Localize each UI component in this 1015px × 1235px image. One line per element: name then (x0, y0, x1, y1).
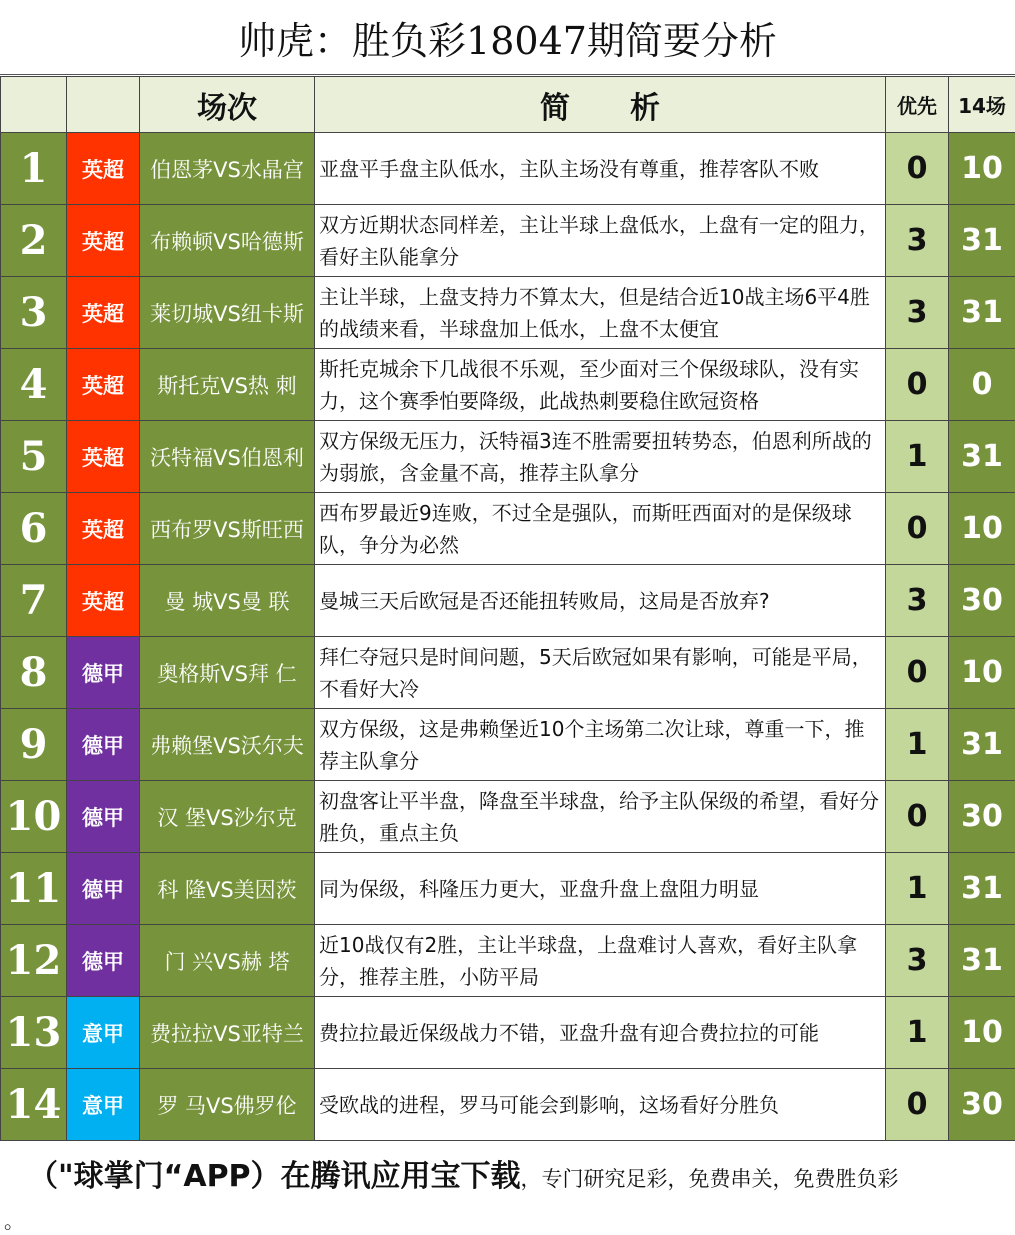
footer-line (28, 1151, 899, 1195)
footer-tail: 。 (4, 1209, 24, 1233)
table-row (1, 565, 1015, 637)
first-pick: 0 (886, 133, 949, 205)
match-analysis: 费拉拉最近保级战力不错，亚盘升盘有迎合费拉拉的可能 (315, 997, 886, 1069)
first-pick: 1 (886, 997, 949, 1069)
match-teams: 罗 马VS佛罗伦 (140, 1069, 315, 1141)
match-teams: 门 兴VS赫 塔 (140, 925, 315, 997)
fourteen-pick: 10 (949, 997, 1015, 1069)
first-pick: 0 (886, 493, 949, 565)
match-teams: 西布罗VS斯旺西 (140, 493, 315, 565)
fourteen-pick: 31 (949, 205, 1015, 277)
header-first: 优先 (886, 77, 949, 133)
table-row (1, 277, 1015, 349)
match-teams: 莱切城VS纽卡斯 (140, 277, 315, 349)
league-badge: 英超 (67, 277, 140, 349)
match-teams: 沃特福VS伯恩利 (140, 421, 315, 493)
first-pick: 3 (886, 925, 949, 997)
league-badge: 意甲 (67, 997, 140, 1069)
match-number: 7 (1, 565, 67, 637)
match-analysis: 双方保级，这是弗赖堡近10个主场第二次让球，尊重一下，推荐主队拿分 (315, 709, 886, 781)
league-badge: 英超 (67, 493, 140, 565)
match-number: 8 (1, 637, 67, 709)
fourteen-pick: 31 (949, 277, 1015, 349)
match-teams: 弗赖堡VS沃尔夫 (140, 709, 315, 781)
match-analysis: 双方近期状态同样差，主让半球上盘低水，上盘有一定的阻力，看好主队能拿分 (315, 205, 886, 277)
header-num (1, 77, 67, 133)
match-analysis: 西布罗最近9连败，不过全是强队，而斯旺西面对的是保级球队，争分为必然 (315, 493, 886, 565)
league-badge: 英超 (67, 565, 140, 637)
table-row (1, 421, 1015, 493)
league-badge: 德甲 (67, 781, 140, 853)
match-number: 9 (1, 709, 67, 781)
match-teams: 费拉拉VS亚特兰 (140, 997, 315, 1069)
first-pick: 3 (886, 277, 949, 349)
match-number: 13 (1, 997, 67, 1069)
footer-description: ，专门研究足彩，免费串关，免费胜负彩 (520, 1167, 899, 1191)
match-number: 14 (1, 1069, 67, 1141)
match-analysis: 初盘客让平半盘，降盘至半球盘，给予主队保级的希望，看好分胜负，重点主负 (315, 781, 886, 853)
table-row (1, 853, 1015, 925)
fourteen-pick: 31 (949, 853, 1015, 925)
fourteen-pick: 31 (949, 709, 1015, 781)
analysis-table (0, 76, 1015, 1141)
league-badge: 德甲 (67, 853, 140, 925)
header-analysis: 简 析 (315, 77, 886, 133)
league-badge: 德甲 (67, 637, 140, 709)
first-pick: 3 (886, 565, 949, 637)
match-teams: 奥格斯VS拜 仁 (140, 637, 315, 709)
first-pick: 0 (886, 637, 949, 709)
table-row (1, 493, 1015, 565)
table-row (1, 925, 1015, 997)
header-league (67, 77, 140, 133)
match-teams: 布赖顿VS哈德斯 (140, 205, 315, 277)
match-number: 2 (1, 205, 67, 277)
table-row (1, 709, 1015, 781)
match-teams: 斯托克VS热 刺 (140, 349, 315, 421)
match-analysis: 双方保级无压力，沃特福3连不胜需要扭转势态，伯恩利所战的为弱旅，含金量不高，推荐主队拿分 (315, 421, 886, 493)
first-pick: 1 (886, 421, 949, 493)
fourteen-pick: 30 (949, 1069, 1015, 1141)
fourteen-pick: 10 (949, 493, 1015, 565)
match-analysis: 亚盘平手盘主队低水，主队主场没有尊重，推荐客队不败 (315, 133, 886, 205)
footer (0, 1143, 1015, 1235)
league-badge: 德甲 (67, 925, 140, 997)
league-badge: 英超 (67, 421, 140, 493)
league-badge: 德甲 (67, 709, 140, 781)
fourteen-pick: 10 (949, 637, 1015, 709)
league-badge: 意甲 (67, 1069, 140, 1141)
first-pick: 1 (886, 709, 949, 781)
match-number: 3 (1, 277, 67, 349)
first-pick: 0 (886, 1069, 949, 1141)
page-title: 帅虎：胜负彩18047期简要分析 (0, 0, 1015, 75)
match-number: 10 (1, 781, 67, 853)
match-analysis: 主让半球，上盘支持力不算太大，但是结合近10战主场6平4胜的战绩来看，半球盘加上低水，上盘不太便宜 (315, 277, 886, 349)
match-number: 5 (1, 421, 67, 493)
first-pick: 0 (886, 349, 949, 421)
fourteen-pick: 31 (949, 925, 1015, 997)
header-fourteen: 14场 (949, 77, 1015, 133)
match-teams: 曼 城VS曼 联 (140, 565, 315, 637)
match-teams: 汉 堡VS沙尔克 (140, 781, 315, 853)
fourteen-pick: 0 (949, 349, 1015, 421)
match-analysis: 斯托克城余下几战很不乐观，至少面对三个保级球队，没有实力，这个赛季怕要降级，此战热刺要稳住欧冠资格 (315, 349, 886, 421)
table-row (1, 133, 1015, 205)
league-badge: 英超 (67, 205, 140, 277)
league-badge: 英超 (67, 133, 140, 205)
match-analysis: 受欧战的进程，罗马可能会到影响，这场看好分胜负 (315, 1069, 886, 1141)
first-pick: 0 (886, 781, 949, 853)
first-pick: 1 (886, 853, 949, 925)
footer-app-download: （"球掌门“APP）在腾讯应用宝下载 (28, 1159, 521, 1194)
first-pick: 3 (886, 205, 949, 277)
match-analysis: 拜仁夺冠只是时间问题，5天后欧冠如果有影响，可能是平局，不看好大冷 (315, 637, 886, 709)
match-number: 11 (1, 853, 67, 925)
table-row (1, 637, 1015, 709)
table-row (1, 997, 1015, 1069)
fourteen-pick: 31 (949, 421, 1015, 493)
match-number: 1 (1, 133, 67, 205)
table-row (1, 1069, 1015, 1141)
match-analysis: 近10战仅有2胜，主让半球盘，上盘难讨人喜欢，看好主队拿分，推荐主胜，小防平局 (315, 925, 886, 997)
table-header-row (1, 77, 1015, 133)
match-analysis: 曼城三天后欧冠是否还能扭转败局，这局是否放弃? (315, 565, 886, 637)
table-row (1, 205, 1015, 277)
match-number: 6 (1, 493, 67, 565)
fourteen-pick: 30 (949, 781, 1015, 853)
match-teams: 伯恩茅VS水晶宫 (140, 133, 315, 205)
match-number: 4 (1, 349, 67, 421)
fourteen-pick: 30 (949, 565, 1015, 637)
table-row (1, 349, 1015, 421)
match-analysis: 同为保级，科隆压力更大，亚盘升盘上盘阻力明显 (315, 853, 886, 925)
table-row (1, 781, 1015, 853)
fourteen-pick: 10 (949, 133, 1015, 205)
match-number: 12 (1, 925, 67, 997)
header-match: 场次 (140, 77, 315, 133)
match-teams: 科 隆VS美因茨 (140, 853, 315, 925)
league-badge: 英超 (67, 349, 140, 421)
